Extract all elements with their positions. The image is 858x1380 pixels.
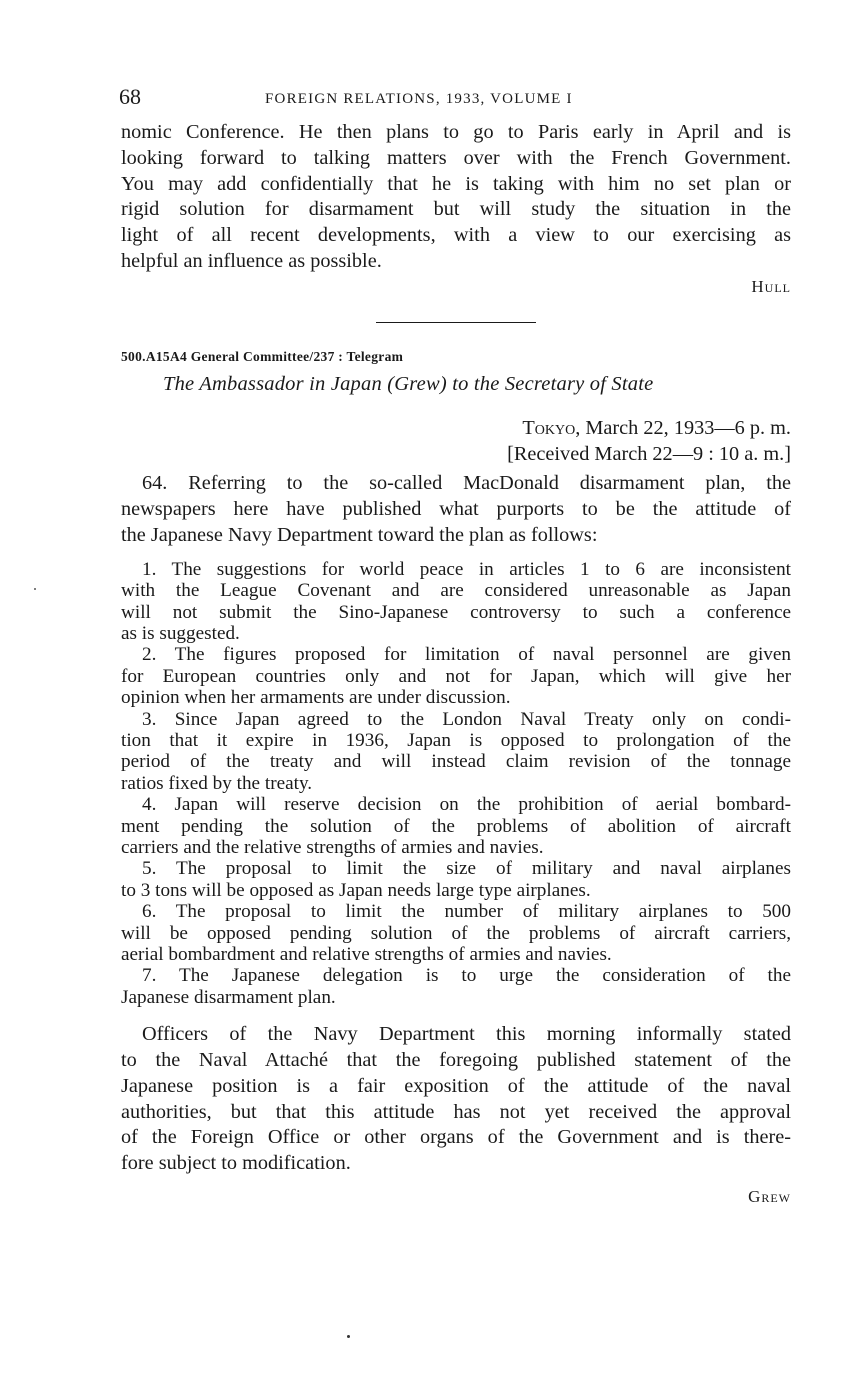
list-item [121,709,791,795]
text-line: ratios fixed by the treaty. [121,772,313,794]
list-item [121,858,791,901]
text-line: to 3 tons will be opposed as Japan needs large type airplanes. [121,879,591,901]
text-line: with the League Covenant and are considered unreasonable as Japan [121,580,791,602]
text-line: will not submit the Sino-Japanese controversy to such a conference [121,601,791,623]
text-line: 1. The suggestions for world peace in articles 1 to 6 are inconsistent [142,558,791,580]
text-line: carriers and the relative strengths of armies and navies. [121,837,544,859]
scan-speck [34,588,36,590]
text-line: 2. The figures proposed for limitation of naval personnel are given [142,644,791,666]
text-line: nomic Conference. He then plans to go to Paris early in April and is [121,121,791,143]
text-line: 7. The Japanese delegation is to urge the consideration of the [142,965,791,987]
document-page [121,84,791,1213]
text-line: of the Foreign Office or other organs of the Government and is there- [121,1126,791,1149]
dateline-place: Tokyo [522,416,576,439]
text-line: to the Naval Attaché that the foregoing published statement of the [121,1049,791,1072]
list-item [121,965,791,1008]
text-line: You may add confidentially that he is taking with him no set plan or [121,172,791,195]
dateline-sent [121,416,791,442]
page-number: 68 [119,84,141,109]
dateline-received: [Received March 22—9 : 10 a. m.] [507,442,791,465]
text-line: looking forward to talking matters over with the French Government. [121,146,791,169]
text-line: Japanese disarmament plan. [121,986,336,1008]
text-line: helpful an influence as possible. [121,249,382,272]
text-line: opinion when her armaments are under discussion. [121,687,511,709]
text-line: tion that it expire in 1936, Japan is opposed to prolongation of the [121,730,791,752]
signature-grew: Grew [748,1187,791,1207]
text-line: light of all recent developments, with a view to our exercising as [121,224,791,247]
closing-paragraph [121,1022,791,1177]
text-line: for European countries only and not for Japan, which will give her [121,665,791,687]
text-line: rigid solution for disarmament but will study the situation in the [121,198,791,221]
text-line: 3. Since Japan agreed to the London Naval Treaty only on condi- [142,708,791,730]
text-line: 64. Referring to the so-called MacDonald disarmament plan, the [142,472,791,495]
text-line: aerial bombardment and relative strengths of armies and navies. [121,944,612,966]
text-line: as is suggested. [121,622,240,644]
dateline [121,416,791,468]
text-line: authorities, but that this attitude has not yet received the approval [121,1100,791,1123]
file-reference: 500.A15A4 General Committee/237 : Telegram [121,348,404,364]
text-line: the Japanese Navy Department toward the plan as follows: [121,523,598,546]
text-line: Officers of the Navy Department this morning informally stated [142,1023,791,1046]
list-item [121,559,791,645]
section-divider [376,322,536,323]
text-line: will be opposed pending solution of the problems of aircraft carriers, [121,922,791,944]
list-item [121,901,791,965]
text-line: newspapers here have published what purports to be the attitude of [121,498,791,521]
intro-paragraph [121,471,791,548]
text-line: 4. Japan will reserve decision on the prohibition of aerial bombard- [142,794,791,816]
signature-hull: Hull [751,276,791,296]
document-title: The Ambassador in Japan (Grew) to the Secretary of State [163,372,654,395]
list-item [121,794,791,858]
text-line: 6. The proposal to limit the number of military airplanes to 500 [142,901,791,923]
numbered-points [121,559,791,1009]
running-header [121,84,791,120]
opening-paragraph [121,120,791,275]
text-line: Japanese position is a fair exposition of the attitude of the naval [121,1074,791,1097]
scan-speck [347,1335,350,1338]
running-title: FOREIGN RELATIONS, 1933, VOLUME I [265,91,573,107]
text-line: ment pending the solution of the problems of abolition of aircraft [121,815,791,837]
text-line: 5. The proposal to limit the size of military and naval airplanes [142,858,791,880]
list-item [121,644,791,708]
text-line: period of the treaty and will instead claim revision of the tonnage [121,751,791,773]
dateline-date: , March 22, 1933—6 p. m. [575,416,791,439]
text-line: fore subject to modification. [121,1152,351,1175]
